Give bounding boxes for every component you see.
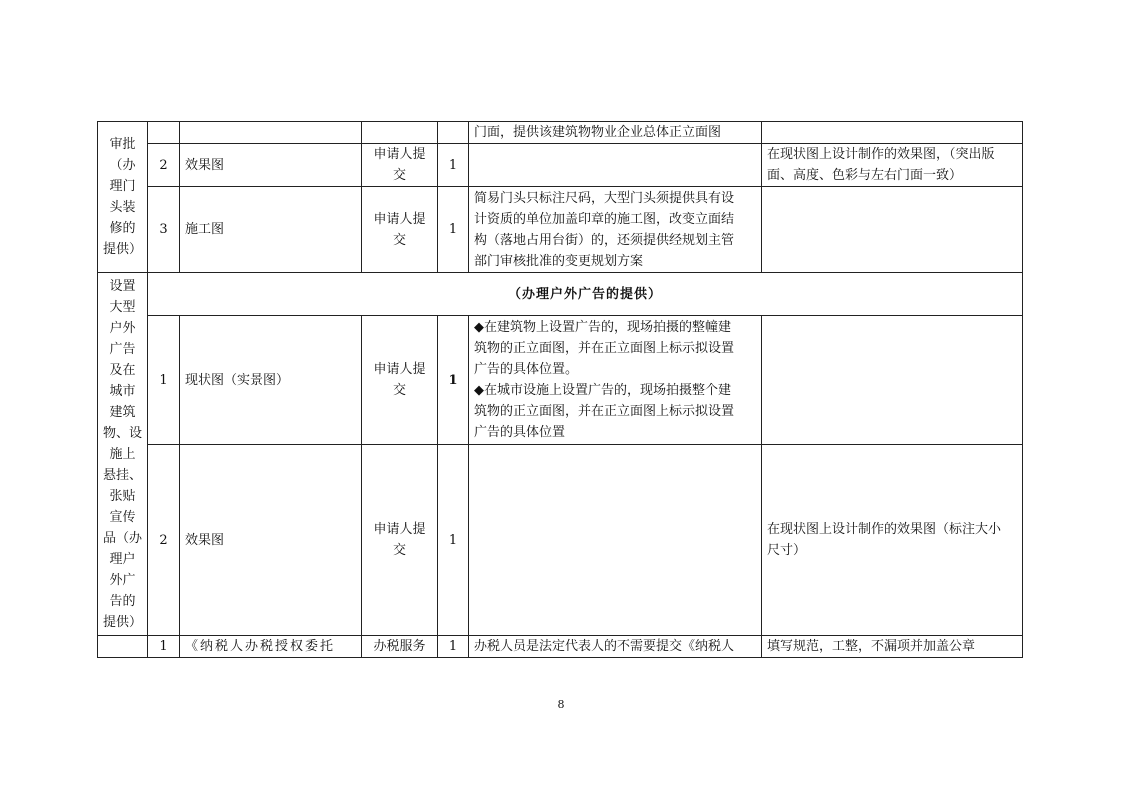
- section-title: （办理户外广告的提供）: [148, 273, 1023, 316]
- materials-table: [97, 121, 1023, 658]
- table-row: [98, 273, 1023, 316]
- note-line: 面、高度、色彩与左右门面一致）: [767, 168, 963, 183]
- table-row: [98, 445, 1023, 636]
- category-line: 户外: [109, 320, 136, 336]
- material-name-cell: 《纳税人办税授权委托: [180, 636, 362, 658]
- requirement-cell: [469, 445, 762, 636]
- category-line: 施上: [109, 446, 136, 462]
- provider-line: 申请人提: [373, 147, 426, 162]
- provider-cell: [362, 316, 438, 445]
- category-cell: [98, 636, 148, 658]
- category-line: 提供）: [103, 614, 143, 630]
- provider-line: 交: [392, 168, 406, 183]
- requirement-line: ◆在城市设施上设置广告的，现场拍摄整个建: [474, 383, 731, 398]
- copies-cell: [438, 122, 469, 144]
- note-cell: [762, 187, 1023, 273]
- requirement-cell: [469, 316, 762, 445]
- category-line: 张贴: [109, 488, 136, 504]
- category-line: 头装: [109, 200, 136, 215]
- category-line: 修的: [109, 221, 136, 236]
- category-line: 广告: [109, 341, 136, 357]
- table-row: [98, 144, 1023, 187]
- requirement-line: 筑物的正立面图，并在正立面图上标示拟设置: [474, 341, 735, 356]
- category-line: 审批: [109, 137, 136, 152]
- provider-cell: [362, 144, 438, 187]
- requirement-line: ◆在建筑物上设置广告的，现场拍摄的整幢建: [474, 320, 731, 335]
- category-cell-outdoor-ads: [98, 273, 148, 636]
- category-line: （办: [109, 158, 136, 173]
- requirement-line: 构（落地占用台街）的，还须提供经规划主管: [474, 232, 735, 248]
- category-line: 设置: [109, 278, 136, 294]
- category-line: 及在: [109, 362, 136, 378]
- category-line: 提供）: [103, 242, 143, 257]
- table-row: [98, 316, 1023, 445]
- note-cell: [762, 144, 1023, 187]
- note-cell: [762, 316, 1023, 445]
- note-line: 在现状图上设计制作的效果图，（突出版: [767, 147, 995, 162]
- category-line: 告的: [109, 593, 136, 609]
- category-line: 品（办: [103, 530, 143, 546]
- category-line: 建筑: [109, 404, 136, 420]
- category-line: 城市: [109, 383, 136, 399]
- note-line: 尺寸）: [767, 543, 807, 558]
- requirement-cell: [469, 144, 762, 187]
- material-name-cell: 现状图（实景图）: [180, 316, 362, 445]
- material-name-cell: 施工图: [180, 187, 362, 273]
- table-row: [98, 636, 1023, 658]
- number-cell: 1: [148, 636, 180, 658]
- category-line: 宣传: [109, 509, 136, 525]
- material-name-cell: 效果图: [180, 445, 362, 636]
- copies-cell: 1: [438, 144, 469, 187]
- note-cell: [762, 445, 1023, 636]
- note-line: 在现状图上设计制作的效果图（标注大小: [767, 522, 1002, 537]
- requirement-cell: [469, 187, 762, 273]
- category-line: 物、设: [103, 425, 143, 441]
- requirement-line: 简易门头只标注尺码，大型门头须提供具有设: [474, 190, 735, 206]
- copies-cell: 1: [438, 187, 469, 273]
- copies-cell: 1: [438, 636, 469, 658]
- note-cell: 填写规范，工整，不漏项并加盖公章: [762, 636, 1023, 658]
- requirement-cell: 办税人员是法定代表人的不需要提交《纳税人: [469, 636, 762, 658]
- provider-cell: [362, 122, 438, 144]
- provider-line: 申请人提: [373, 362, 426, 377]
- provider-line: 申请人提: [373, 211, 426, 227]
- number-cell: 2: [148, 144, 180, 187]
- provider-cell: [362, 187, 438, 273]
- page-number: 8: [557, 698, 565, 711]
- provider-line: 交: [392, 383, 406, 398]
- category-line: 理户: [109, 551, 136, 567]
- provider-line: 交: [392, 232, 406, 248]
- material-name-cell: [180, 122, 362, 144]
- requirement-line: 计资质的单位加盖印章的施工图，改变立面结: [474, 211, 735, 227]
- provider-cell: 办税服务: [362, 636, 438, 658]
- category-line: 悬挂、: [103, 467, 143, 483]
- table-row: [98, 122, 1023, 144]
- provider-cell: [362, 445, 438, 636]
- requirement-line: 广告的具体位置: [474, 425, 566, 440]
- requirement-cell: 门面，提供该建筑物物业企业总体正立面图: [469, 122, 762, 144]
- category-line: 外广: [109, 572, 136, 588]
- category-line: 大型: [109, 299, 136, 315]
- requirement-line: 部门审核批准的变更规划方案: [474, 253, 644, 269]
- category-line: 理门: [109, 179, 136, 194]
- table-row: [98, 187, 1023, 273]
- category-cell-door-renovation: [98, 122, 148, 273]
- provider-line: 申请人提: [373, 522, 426, 537]
- note-cell: [762, 122, 1023, 144]
- number-cell: 1: [148, 316, 180, 445]
- provider-line: 交: [392, 543, 406, 558]
- material-name-cell: 效果图: [180, 144, 362, 187]
- copies-cell: 1: [438, 316, 469, 445]
- requirement-line: 广告的具体位置。: [474, 362, 579, 377]
- number-cell: 3: [148, 187, 180, 273]
- number-cell: [148, 122, 180, 144]
- copies-cell: 1: [438, 445, 469, 636]
- requirement-line: 筑物的正立面图，并在正立面图上标示拟设置: [474, 404, 735, 419]
- number-cell: 2: [148, 445, 180, 636]
